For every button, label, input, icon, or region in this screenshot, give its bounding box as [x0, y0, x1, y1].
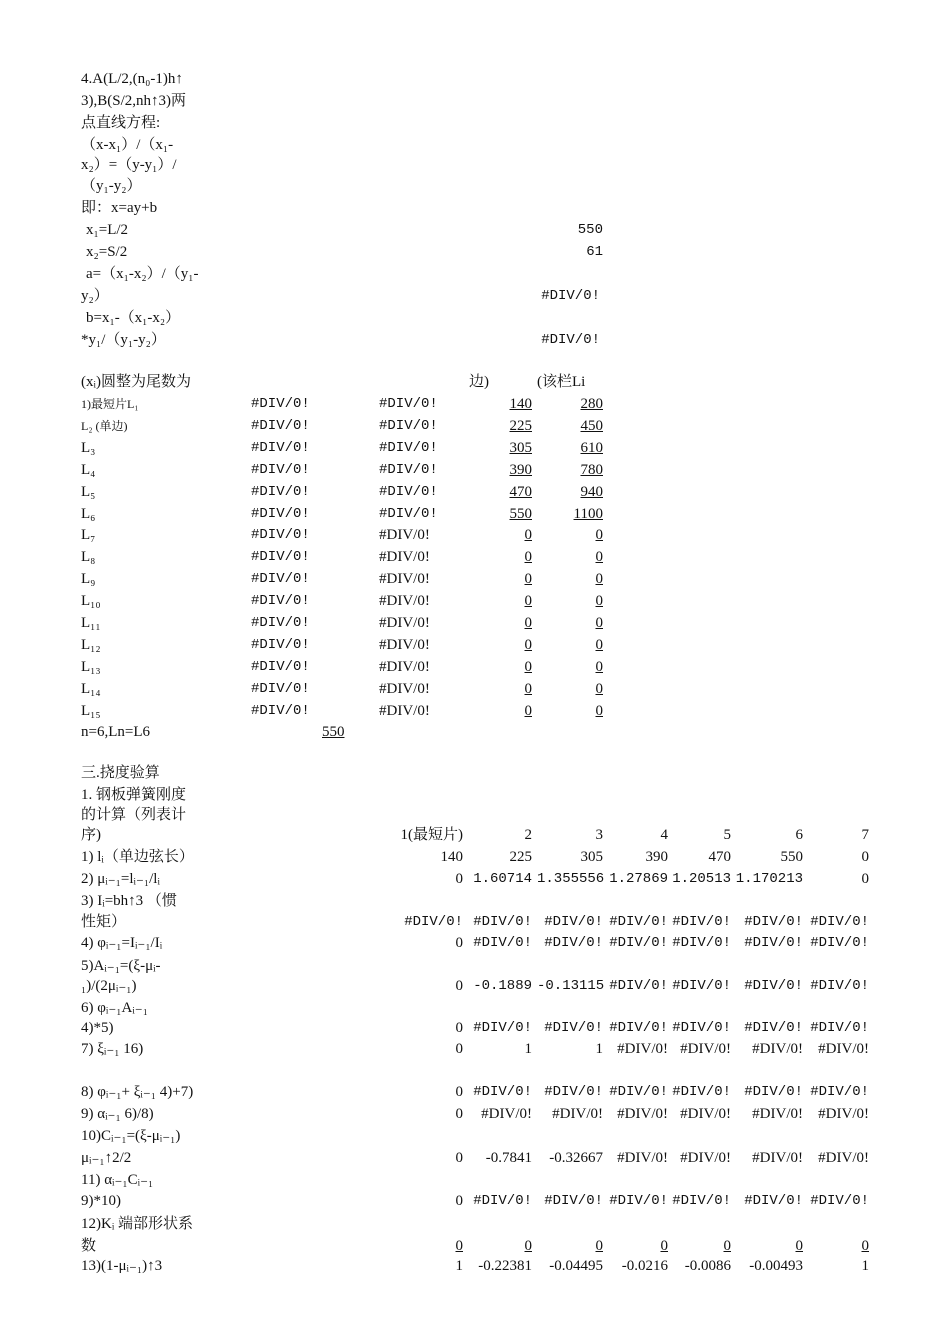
table-cell: -0.22381	[478, 1258, 532, 1274]
leaf-half-length: 390	[509, 462, 532, 478]
table-cell: 0	[455, 1041, 463, 1057]
table-cell: #DIV/0!	[544, 1084, 603, 1100]
table-cell: #DIV/0!	[609, 1020, 668, 1036]
leaf-calc-value: #DIV/0!	[251, 549, 310, 565]
table-cell: #DIV/0!	[544, 1020, 603, 1036]
table-cell: #DIV/0!	[473, 1084, 532, 1100]
table-cell: -0.04495	[549, 1258, 603, 1274]
text-line: （y₁-y₂）	[81, 178, 142, 194]
b-value: #DIV/0!	[541, 332, 600, 348]
table-cell: #DIV/0!	[404, 914, 463, 930]
leaf-half-length: 0	[524, 571, 532, 587]
leaf-full-length: 780	[580, 462, 603, 478]
row-label: 数	[81, 1238, 97, 1254]
row-label: 12)Kᵢ 端部形状系	[81, 1216, 194, 1232]
table-cell: 1	[595, 1041, 603, 1057]
leaf-half-length: 0	[524, 593, 532, 609]
row-label: 10)Cᵢ₋₁=(ξ-μᵢ₋₁)	[81, 1128, 181, 1144]
leaf-half-length: 0	[524, 615, 532, 631]
leaf-half-length: 140	[509, 396, 532, 412]
text-line: x₂）=（y-y₁）/	[81, 157, 177, 173]
column-header: 2	[524, 827, 532, 843]
table-cell: #DIV/0!	[810, 1084, 869, 1100]
section-title: 三.挠度验算	[81, 765, 160, 781]
b-label: b=x₁-（x₁-x₂）	[86, 310, 181, 326]
text-line: 即：x=ay+b	[81, 200, 158, 216]
table-cell: #DIV/0!	[609, 914, 668, 930]
table-cell: #DIV/0!	[473, 914, 532, 930]
table-cell: 1.355556	[537, 871, 605, 887]
table-cell: #DIV/0!	[744, 1084, 803, 1100]
table-cell: #DIV/0!	[473, 935, 532, 951]
table-cell: 1	[524, 1041, 532, 1057]
table-cell: #DIV/0!	[818, 1041, 869, 1057]
table-cell: 0	[455, 871, 463, 887]
table-cell: 0	[861, 849, 869, 865]
table-cell: -0.0086	[684, 1258, 731, 1274]
table-cell: 1.27869	[609, 871, 668, 887]
leaf-full-length: 280	[580, 396, 603, 412]
table-cell: #DIV/0!	[680, 1150, 731, 1166]
column-header: 1(最短片)	[400, 827, 463, 843]
table-cell: #DIV/0!	[744, 935, 803, 951]
table-cell: 0	[455, 978, 463, 994]
leaf-label: L₁₅	[81, 703, 101, 719]
leaf-label: L₁₃	[81, 659, 101, 675]
a-label-cont: y₂）	[81, 288, 109, 304]
table-cell: 0	[455, 1020, 463, 1036]
table-cell: 0	[455, 1106, 463, 1122]
a-value: #DIV/0!	[541, 288, 600, 304]
leaf-label: L₄	[81, 462, 96, 478]
table-cell: #DIV/0!	[473, 1193, 532, 1209]
leaf-calc-value: #DIV/0!	[379, 440, 438, 456]
table-cell: 1	[455, 1258, 463, 1274]
text-line: （x-x₁）/（x₁-	[81, 137, 174, 153]
header-side: 边)	[469, 374, 489, 390]
leaf-half-length: 0	[524, 549, 532, 565]
header-li: (该栏Li	[537, 374, 586, 390]
leaf-full-length: 0	[595, 549, 603, 565]
row-label: 8) φᵢ₋₁+ ξᵢ₋₁ 4)+7)	[81, 1084, 194, 1100]
table-cell: 0	[660, 1238, 668, 1254]
row-label: 性矩）	[81, 914, 127, 930]
table-cell: 1	[861, 1258, 869, 1274]
subtitle-line: 1. 钢板弹簧刚度	[81, 787, 187, 803]
table-cell: 0	[455, 1238, 463, 1254]
column-header: 4	[660, 827, 668, 843]
table-cell: #DIV/0!	[672, 1193, 731, 1209]
table-cell: #DIV/0!	[672, 914, 731, 930]
table-cell: #DIV/0!	[544, 914, 603, 930]
leaf-calc-value: #DIV/0!	[251, 396, 310, 412]
leaf-label: L₆	[81, 506, 96, 522]
leaf-calc-value: #DIV/0!	[251, 703, 310, 719]
leaf-calc-value: #DIV/0!	[251, 681, 310, 697]
table-cell: #DIV/0!	[680, 1041, 731, 1057]
leaf-full-length: 450	[580, 418, 603, 434]
table-cell: 1.60714	[473, 871, 532, 887]
table-cell: 0	[861, 871, 869, 887]
table-cell: 140	[440, 849, 463, 865]
text-line: 3),B(S/2,nh↑3)两	[81, 93, 187, 109]
a-label: a=（x₁-x₂）/（y₁-	[86, 266, 199, 282]
row-label: 9)*10)	[81, 1193, 121, 1209]
leaf-calc-value: #DIV/0!	[251, 659, 310, 675]
leaf-full-length: 0	[595, 571, 603, 587]
table-cell: 1.170213	[735, 871, 803, 887]
leaf-label: L₁₄	[81, 681, 101, 697]
leaf-full-length: 1100	[573, 506, 603, 522]
table-cell: #DIV/0!	[752, 1106, 803, 1122]
table-cell: #DIV/0!	[818, 1150, 869, 1166]
leaf-half-length: 0	[524, 703, 532, 719]
row-label: μᵢ₋₁↑2/2	[81, 1150, 132, 1166]
table-cell: #DIV/0!	[810, 1020, 869, 1036]
leaf-half-length: 0	[524, 527, 532, 543]
row-label: 3) Iᵢ=bh↑3 （惯	[81, 893, 177, 909]
column-header: 6	[795, 827, 803, 843]
table-cell: 0	[524, 1238, 532, 1254]
leaf-full-length: 0	[595, 681, 603, 697]
row-label: 1) lᵢ（单边弦长）	[81, 849, 194, 865]
leaf-calc-value: #DIV/0!	[251, 527, 310, 543]
table-cell: -0.1889	[473, 978, 532, 994]
row-label: 4) φᵢ₋₁=Iᵢ₋₁/Iᵢ	[81, 935, 163, 951]
table-cell: #DIV/0!	[544, 935, 603, 951]
leaf-half-length: 470	[509, 484, 532, 500]
leaf-half-length: 550	[509, 506, 532, 522]
leaf-calc-value: #DIV/0!	[379, 506, 438, 522]
row-label: 4)*5)	[81, 1020, 114, 1036]
table-cell: #DIV/0!	[810, 1193, 869, 1209]
leaf-calc-value: #DIV/0!	[379, 527, 430, 543]
table-cell: #DIV/0!	[810, 978, 869, 994]
leaf-calc-value: #DIV/0!	[379, 396, 438, 412]
table-cell: 1.20513	[672, 871, 731, 887]
subtitle-line: 的计算（列表计	[81, 807, 187, 823]
leaf-calc-value: #DIV/0!	[251, 593, 310, 609]
leaf-calc-value: #DIV/0!	[379, 681, 430, 697]
leaf-calc-value: #DIV/0!	[379, 418, 438, 434]
leaf-full-length: 0	[595, 615, 603, 631]
leaf-full-length: 0	[595, 593, 603, 609]
leaf-calc-value: #DIV/0!	[251, 462, 310, 478]
leaf-calc-value: #DIV/0!	[379, 659, 430, 675]
column-header: 3	[595, 827, 603, 843]
table-cell: #DIV/0!	[818, 1106, 869, 1122]
leaf-calc-value: #DIV/0!	[251, 637, 310, 653]
table-cell: #DIV/0!	[672, 978, 731, 994]
table-cell: 0	[861, 1238, 869, 1254]
leaf-calc-value: #DIV/0!	[251, 484, 310, 500]
x1-value: 550	[577, 222, 603, 238]
table-cell: 0	[455, 1084, 463, 1100]
table-cell: 225	[509, 849, 532, 865]
leaf-calc-value: #DIV/0!	[379, 703, 430, 719]
leaf-full-length: 0	[595, 703, 603, 719]
table-cell: #DIV/0!	[810, 935, 869, 951]
leaf-label: L₂ (单边)	[81, 419, 128, 433]
x2-value: 61	[586, 244, 603, 260]
leaf-calc-value: #DIV/0!	[251, 571, 310, 587]
table-cell: -0.13115	[537, 978, 605, 994]
table-cell: #DIV/0!	[810, 914, 869, 930]
leaf-label: L₈	[81, 549, 96, 565]
table-cell: #DIV/0!	[744, 1020, 803, 1036]
b-label-cont: *y₁/（y₁-y₂）	[81, 332, 166, 348]
row-label: 7) ξᵢ₋₁ 16)	[81, 1041, 144, 1057]
table-cell: #DIV/0!	[481, 1106, 532, 1122]
n-value: 550	[322, 724, 345, 740]
leaf-label: L₁₁	[81, 615, 101, 631]
table-cell: 390	[645, 849, 668, 865]
leaf-label: L₇	[81, 527, 96, 543]
n-label: n=6,Ln=L6	[81, 724, 150, 740]
leaf-calc-value: #DIV/0!	[251, 418, 310, 434]
table-cell: 305	[580, 849, 603, 865]
leaf-label: L₁₀	[81, 593, 101, 609]
leaf-calc-value: #DIV/0!	[379, 571, 430, 587]
table-cell: #DIV/0!	[752, 1150, 803, 1166]
table-cell: 0	[723, 1238, 731, 1254]
table-cell: 0	[455, 1193, 463, 1209]
x1-label: x₁=L/2	[86, 222, 129, 238]
header-rounding: (xᵢ)圆整为尾数为	[81, 374, 191, 390]
row-label: ₁)/(2μᵢ₋₁)	[81, 978, 137, 994]
leaf-full-length: 940	[580, 484, 603, 500]
text-line: 点直线方程:	[81, 115, 161, 131]
leaf-full-length: 0	[595, 637, 603, 653]
leaf-calc-value: #DIV/0!	[251, 440, 310, 456]
column-header: 5	[723, 827, 731, 843]
row-label: 9) αᵢ₋₁ 6)/8)	[81, 1106, 154, 1122]
table-cell: 470	[708, 849, 731, 865]
table-cell: #DIV/0!	[672, 935, 731, 951]
leaf-calc-value: #DIV/0!	[379, 549, 430, 565]
leaf-full-length: 0	[595, 659, 603, 675]
leaf-calc-value: #DIV/0!	[379, 462, 438, 478]
table-cell: #DIV/0!	[544, 1193, 603, 1209]
table-cell: #DIV/0!	[672, 1020, 731, 1036]
table-cell: #DIV/0!	[744, 1193, 803, 1209]
leaf-calc-value: #DIV/0!	[379, 593, 430, 609]
table-cell: #DIV/0!	[609, 935, 668, 951]
row-label: 11) αᵢ₋₁Cᵢ₋₁	[81, 1172, 154, 1188]
leaf-label: L₃	[81, 440, 96, 456]
leaf-calc-value: #DIV/0!	[251, 506, 310, 522]
table-cell: -0.32667	[549, 1150, 603, 1166]
table-cell: -0.7841	[485, 1150, 532, 1166]
row-label: 5)Aᵢ₋₁=(ξ-μᵢ-	[81, 958, 161, 974]
table-cell: 0	[595, 1238, 603, 1254]
leaf-label: 1)最短片L₁	[81, 397, 139, 411]
table-cell: 0	[455, 935, 463, 951]
table-cell: #DIV/0!	[552, 1106, 603, 1122]
row-label: 13)(1-μᵢ₋₁)↑3	[81, 1258, 163, 1274]
table-cell: -0.0216	[621, 1258, 668, 1274]
table-cell: #DIV/0!	[752, 1041, 803, 1057]
table-cell: 550	[780, 849, 803, 865]
leaf-calc-value: #DIV/0!	[251, 615, 310, 631]
leaf-calc-value: #DIV/0!	[379, 615, 430, 631]
table-cell: #DIV/0!	[473, 1020, 532, 1036]
leaf-calc-value: #DIV/0!	[379, 484, 438, 500]
leaf-full-length: 0	[595, 527, 603, 543]
text-line: 4.A(L/2,(n₀-1)h↑	[81, 71, 183, 87]
leaf-calc-value: #DIV/0!	[379, 637, 430, 653]
leaf-half-length: 305	[509, 440, 532, 456]
leaf-label: L₁₂	[81, 637, 101, 653]
table-cell: #DIV/0!	[617, 1150, 668, 1166]
row-label: 2) μᵢ₋₁=lᵢ₋₁/lᵢ	[81, 871, 160, 887]
subtitle-line: 序)	[81, 827, 101, 843]
column-header: 7	[861, 827, 869, 843]
leaf-half-length: 0	[524, 681, 532, 697]
table-cell: -0.00493	[749, 1258, 803, 1274]
table-cell: #DIV/0!	[744, 978, 803, 994]
table-cell: 0	[455, 1150, 463, 1166]
table-cell: #DIV/0!	[609, 1084, 668, 1100]
table-cell: #DIV/0!	[617, 1106, 668, 1122]
leaf-half-length: 0	[524, 659, 532, 675]
leaf-label: L₉	[81, 571, 96, 587]
table-cell: #DIV/0!	[617, 1041, 668, 1057]
row-label: 6) φᵢ₋₁Aᵢ₋₁	[81, 1000, 148, 1016]
leaf-half-length: 0	[524, 637, 532, 653]
leaf-label: L₅	[81, 484, 96, 500]
table-cell: #DIV/0!	[744, 914, 803, 930]
table-cell: #DIV/0!	[609, 978, 668, 994]
x2-label: x₂=S/2	[86, 244, 128, 260]
leaf-full-length: 610	[580, 440, 603, 456]
table-cell: #DIV/0!	[672, 1084, 731, 1100]
table-cell: 0	[795, 1238, 803, 1254]
table-cell: #DIV/0!	[609, 1193, 668, 1209]
leaf-half-length: 225	[509, 418, 532, 434]
table-cell: #DIV/0!	[680, 1106, 731, 1122]
